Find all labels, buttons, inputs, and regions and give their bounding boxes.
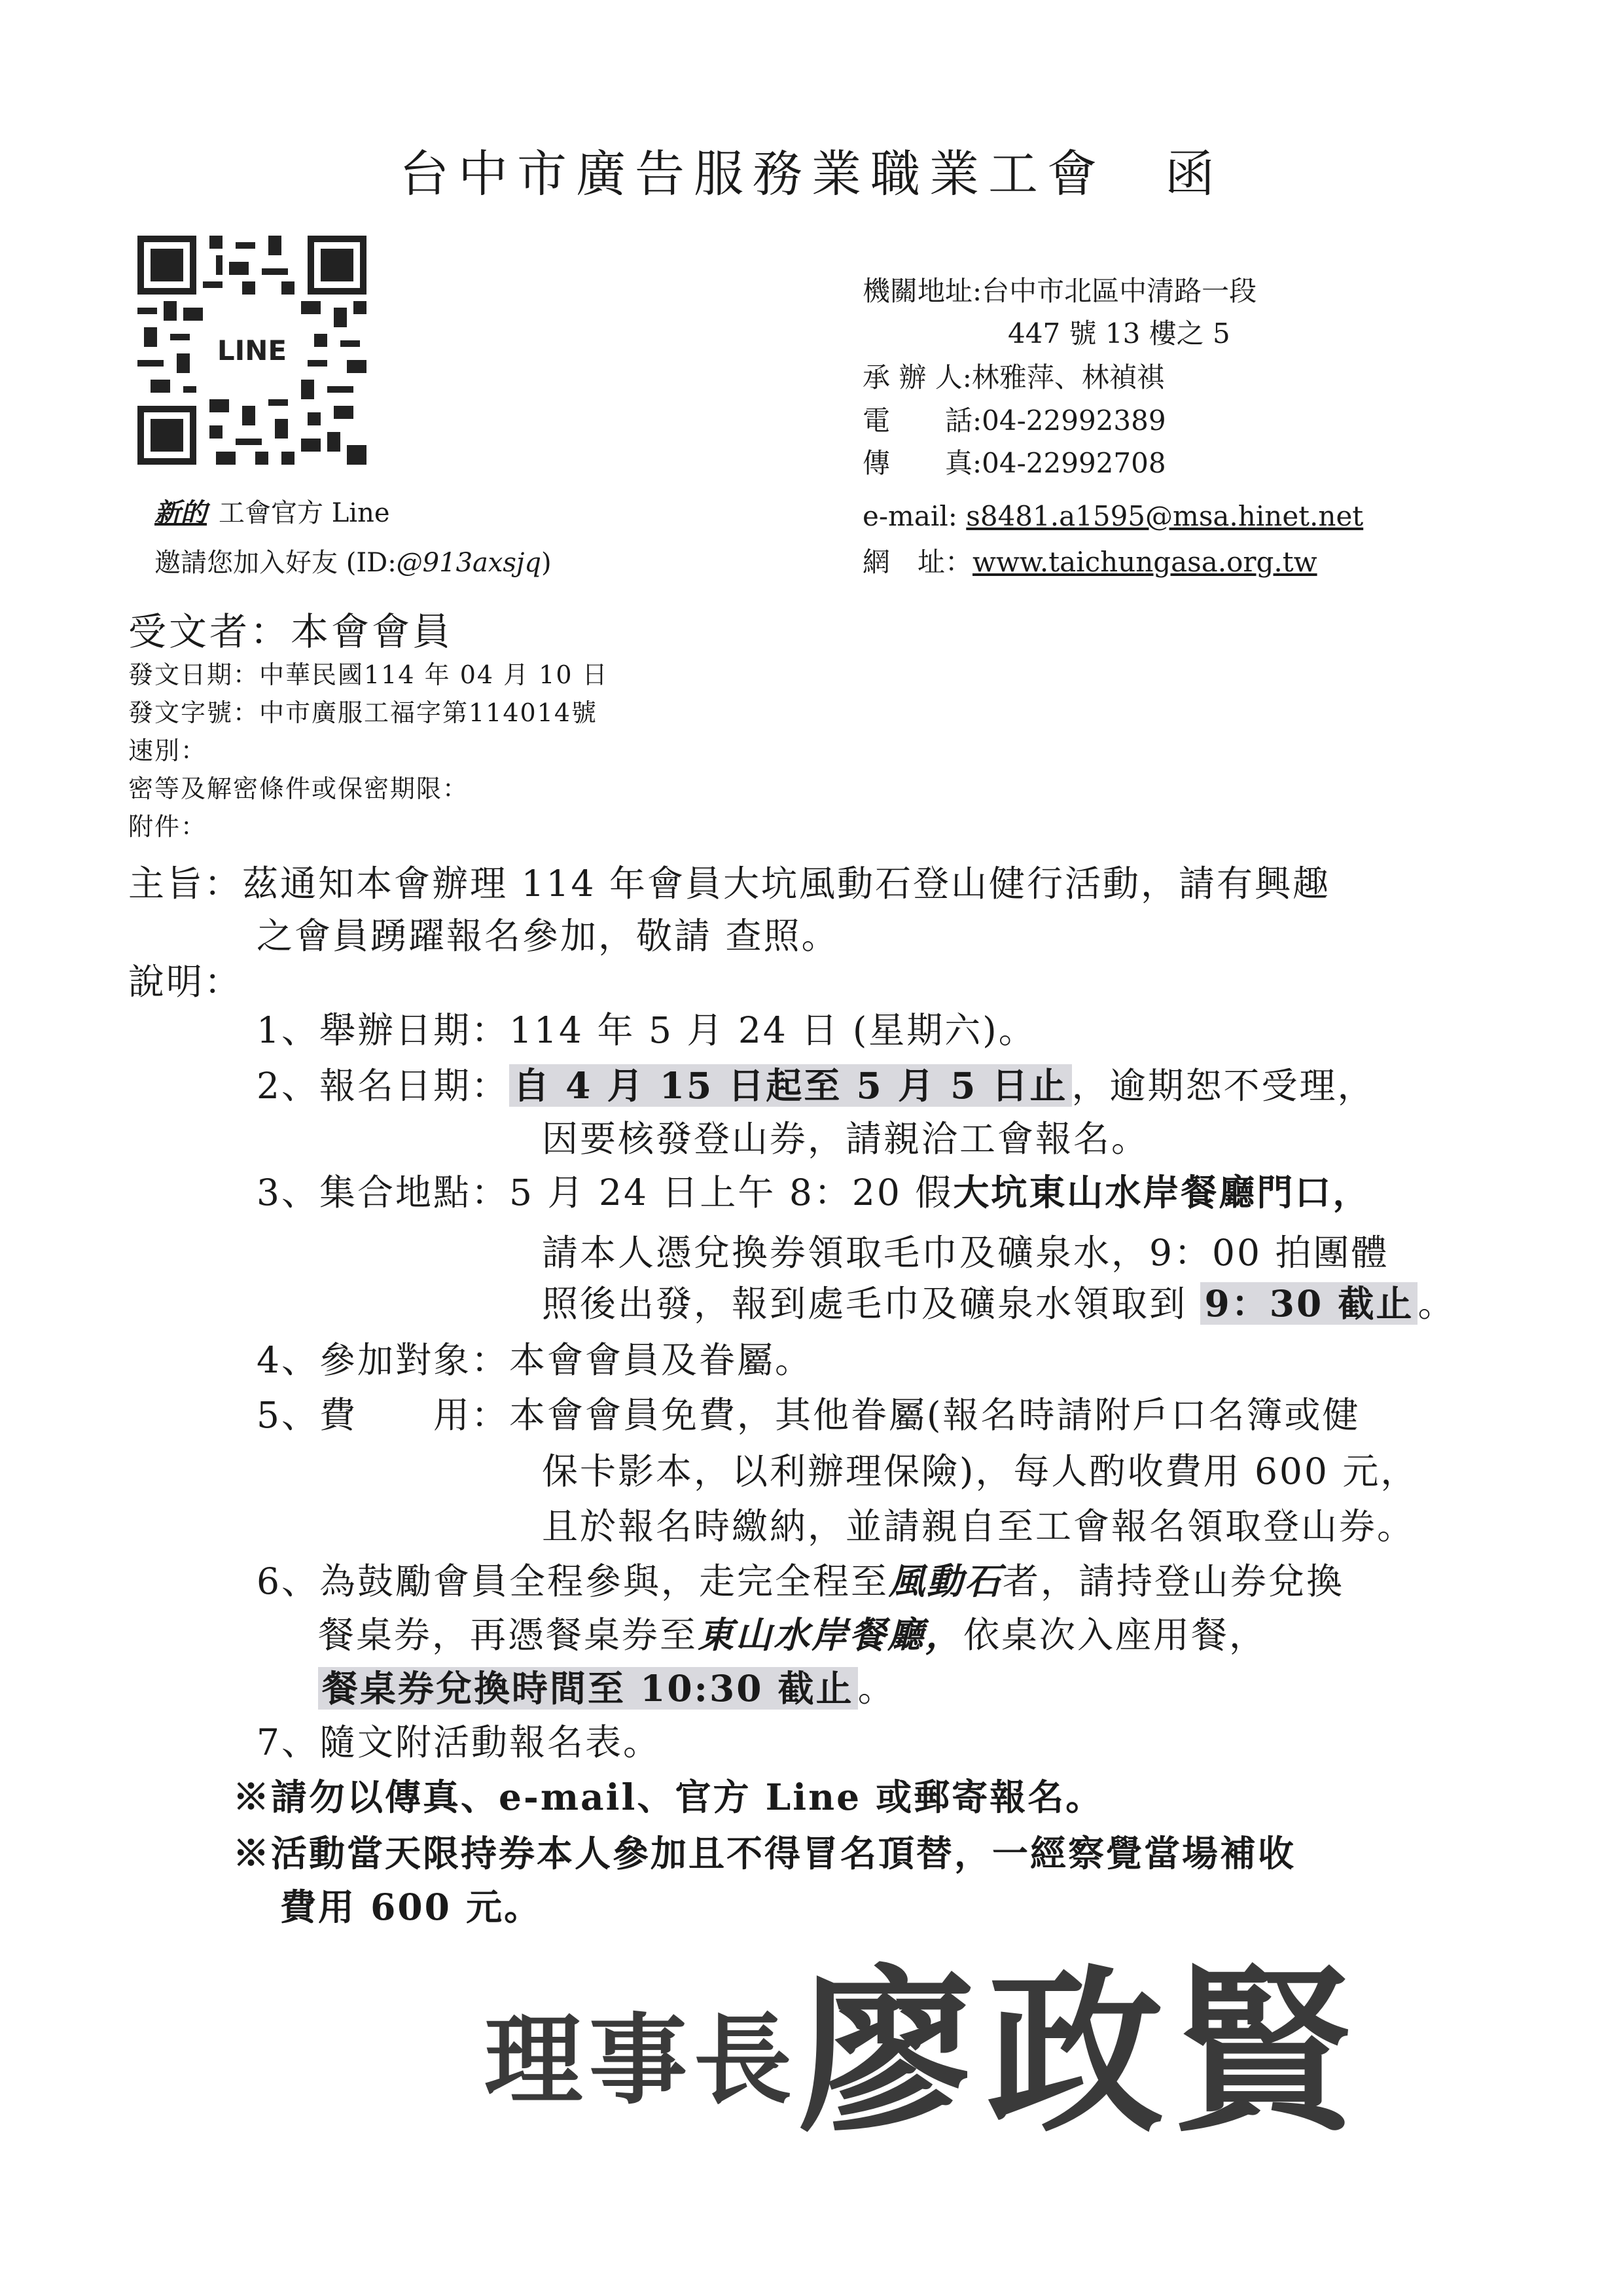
- document-number: 發文字號：中市廣服工福字第114014號: [128, 698, 598, 727]
- new-label: 新的: [154, 497, 207, 528]
- contact-fax: 傳 真:04-22992708: [863, 447, 1166, 479]
- issue-date: 發文日期：中華民國114 年 04 月 10 日: [128, 660, 609, 689]
- contact-handler: 承 辦 人:林雅萍、林禎祺: [863, 361, 1164, 393]
- secrecy-level: 密等及解密條件或保密期限：: [128, 774, 469, 803]
- subject-line-1: 主旨：茲通知本會辦理 114 年會員大坑風動石登山健行活動，請有興趣: [128, 863, 1330, 905]
- subject-line-2: 之會員踴躍報名參加，敬請 查照。: [257, 915, 840, 957]
- item-5-line-2: 保卡影本，以利辦理保險)，每人酌收費用 600 元，: [542, 1450, 1419, 1492]
- line-qr-code-icon[interactable]: [137, 236, 366, 465]
- contact-email: e-mail: s8481.a1595@msa.hinet.net: [863, 500, 1364, 532]
- item-3-line-2: 請本人憑兌換券領取毛巾及礦泉水，9：00 拍團體: [542, 1232, 1389, 1274]
- speed-class: 速別：: [128, 736, 207, 765]
- item-5-line-3: 且於報名時繳納，並請親自至工會報名領取登山券。: [542, 1505, 1416, 1547]
- note-2: ※活動當天限持券本人參加且不得冒名頂替，一經察覺當場補收: [233, 1832, 1296, 1874]
- item-7: 7、隨文附活動報名表。: [257, 1721, 661, 1763]
- note-1: ※請勿以傳真、e-mail、官方 Line 或郵寄報名。: [233, 1776, 1104, 1818]
- item-6: 6、為鼓勵會員全程參與，走完全程至風動石者，請持登山券兌換: [257, 1560, 1345, 1602]
- contact-address: 機關地址:台中市北區中清路一段: [863, 275, 1257, 307]
- chairman-signature-stamp: 理事長廖政賢: [484, 1948, 1364, 2156]
- item-6-line-2: 餐桌券，再憑餐桌券至東山水岸餐廳，依桌次入座用餐，: [318, 1613, 1268, 1656]
- contact-website: 網 址：www.taichungasa.org.tw: [863, 546, 1317, 578]
- email-link[interactable]: s8481.a1595@msa.hinet.net: [966, 500, 1364, 532]
- contact-phone: 電 話:04-22992389: [863, 404, 1166, 437]
- meeting-place: 大坑東山水岸餐廳門口，: [953, 1171, 1371, 1213]
- item-1: 1、舉辦日期：114 年 5 月 24 日 (星期六)。: [257, 1009, 1037, 1051]
- pickup-deadline-highlight: 9：30 截止: [1200, 1282, 1418, 1325]
- attachment: 附件：: [128, 812, 207, 841]
- line-logo-icon: LINE: [211, 335, 293, 367]
- item-3: 3、集合地點：5 月 24 日上午 8：20 假大坑東山水岸餐廳門口，: [257, 1171, 1371, 1213]
- item-2-line-2: 因要核發登山券，請親洽工會報名。: [542, 1118, 1150, 1160]
- meal-voucher-deadline-highlight: 餐桌券兌換時間至 10:30 截止: [318, 1667, 858, 1710]
- item-5: 5、費 用：本會會員免費，其他眷屬(報名時請附戶口名簿或健: [257, 1394, 1361, 1436]
- note-2-line-2: 費用 600 元。: [280, 1886, 543, 1928]
- website-link[interactable]: www.taichungasa.org.tw: [972, 546, 1317, 578]
- line-id: @913axsjq: [396, 548, 541, 578]
- item-4: 4、參加對象：本會會員及眷屬。: [257, 1339, 813, 1381]
- line-note: 新的 工會官方 Line: [154, 497, 390, 528]
- item-2: 2、報名日期： 自 4 月 15 日起至 5 月 5 日止 ，逾期恕不受理，: [257, 1064, 1376, 1107]
- item-6-line-3: 餐桌券兌換時間至 10:30 截止 。: [318, 1660, 896, 1712]
- line-invite: 邀請您加入好友 (ID:@913axsjq): [154, 548, 552, 578]
- recipient: 受文者：本會會員: [128, 609, 454, 654]
- contact-address-2: 447 號 13 樓之 5: [1008, 317, 1230, 350]
- registration-period-highlight: 自 4 月 15 日起至 5 月 5 日止: [509, 1064, 1072, 1107]
- explain-label: 說明：: [128, 961, 243, 1003]
- document-title: 台中市廣告服務業職業工會 函: [399, 145, 1224, 203]
- item-3-line-3: 照後出發，報到處毛巾及礦泉水領取到 9：30 截止 。: [542, 1282, 1456, 1325]
